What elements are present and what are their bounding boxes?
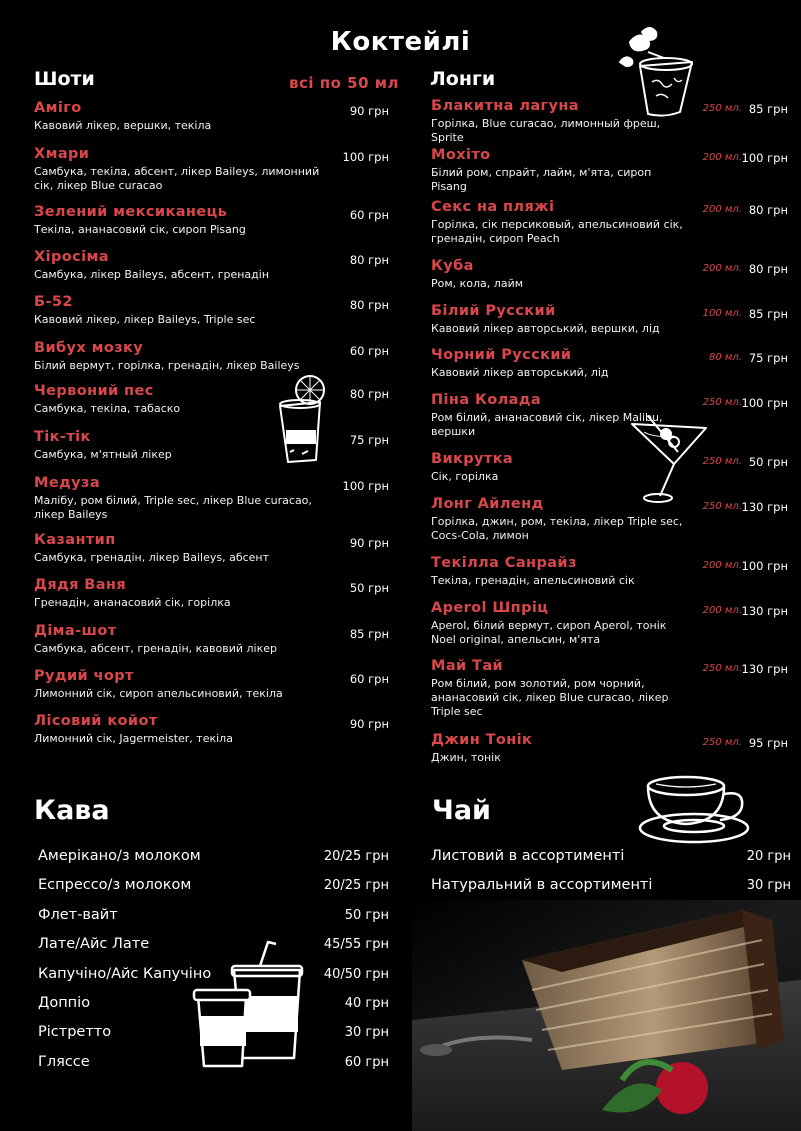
long-name: Секс на пляжі — [431, 199, 555, 215]
long-price: 80 грн — [748, 203, 788, 217]
shot-name: Дядя Ваня — [34, 577, 127, 593]
coffee-togo-cups-icon — [190, 940, 306, 1068]
long-description: Горілка, сік персиковый, апельсиновий сік, гренадін, сироп Peach — [431, 218, 683, 245]
coffee-item-name: Капучіно/Айс Капучіно — [38, 965, 212, 982]
shots-heading: Шоти — [34, 68, 95, 90]
long-price: 130 грн — [741, 662, 788, 676]
long-volume: 250 мл. — [702, 663, 742, 674]
shot-name: Зелений мексиканець — [34, 204, 228, 220]
long-name: Aperol Шпріц — [431, 600, 549, 616]
shot-name: Казантип — [34, 532, 116, 548]
long-description: Сік, горілка — [431, 470, 499, 483]
shot-price: 85 грн — [349, 627, 389, 641]
shot-price: 80 грн — [349, 253, 389, 267]
cake-photo — [412, 900, 801, 1131]
long-volume: 200 мл. — [702, 263, 742, 274]
shot-price: 60 грн — [349, 672, 389, 686]
shot-name: Діма-шот — [34, 623, 117, 639]
long-description: Ром, кола, лайм — [431, 277, 524, 290]
shot-price: 90 грн — [349, 536, 389, 550]
shot-price: 60 грн — [349, 208, 389, 222]
long-price: 100 грн — [741, 559, 788, 573]
coffee-item-price: 45/55 грн — [323, 937, 389, 953]
long-description: Джин, тонік — [431, 751, 501, 764]
shot-price: 100 грн — [342, 150, 389, 164]
shot-glass-icon — [272, 372, 332, 468]
shot-description: Кавовий лікер, вершки, текіла — [34, 119, 212, 132]
coffee-item-name: Флет-вайт — [38, 906, 118, 923]
long-name: Куба — [431, 258, 474, 274]
long-name: Лонг Айленд — [431, 496, 544, 512]
shot-name: Тік-тік — [34, 429, 91, 445]
long-name: Мохіто — [431, 147, 491, 163]
long-name: Піна Колада — [431, 392, 542, 408]
long-volume: 200 мл. — [702, 560, 742, 571]
long-price: 100 грн — [741, 396, 788, 410]
long-price: 130 грн — [741, 604, 788, 618]
shot-price: 100 грн — [342, 479, 389, 493]
shot-description: Самбука, текіла, абсент, лікер Baileys, лимонний сік, лікер Blue curacao — [34, 165, 320, 192]
long-price: 85 грн — [748, 307, 788, 321]
coffee-item-name: Доппіо — [38, 995, 91, 1011]
long-price: 75 грн — [748, 351, 788, 365]
long-volume: 200 мл. — [702, 204, 742, 215]
coffee-item-name: Еспрессо/з молоком — [38, 877, 192, 894]
coffee-heading: Кава — [34, 795, 110, 826]
shot-description: Самбука, абсент, гренадін, кавовий лікер — [34, 642, 277, 655]
shot-price: 80 грн — [349, 298, 389, 312]
shot-name: Хіросіма — [34, 249, 109, 265]
long-name: Джин Тонік — [431, 732, 533, 748]
long-description: Білий ром, спрайт, лайм, м'ята, сироп Pisang — [431, 166, 652, 193]
long-description: Горілка, Blue curacao, лимонный фреш, Sprite — [431, 117, 661, 144]
shot-description: Малібу, ром білий, Triple sec, лікер Blue curacao, лікер Baileys — [34, 494, 312, 521]
long-volume: 200 мл. — [702, 605, 742, 616]
shot-description: Самбука, гренадін, лікер Baileys, абсент — [34, 551, 270, 564]
shot-description: Самбука, текіла, табаско — [34, 402, 181, 415]
long-price: 50 грн — [748, 455, 788, 469]
long-volume: 200 мл. — [702, 152, 742, 163]
coffee-item-price: 40/50 грн — [323, 966, 389, 982]
coffee-item-name: Гляссе — [38, 1053, 90, 1070]
long-name: Блакитна лагуна — [431, 98, 579, 114]
martini-glass-icon — [628, 412, 712, 504]
coffee-item-name: Рістретто — [38, 1024, 112, 1041]
long-volume: 250 мл. — [702, 103, 742, 114]
tea-item-name: Листовий в ассортименті — [431, 848, 625, 864]
shot-description: Самбука, лікер Baileys, абсент, гренадін — [34, 268, 270, 281]
long-description: Ром білий, ром золотий, ром чорний, ананасовий сік, лікер Blue curacao, лікер Triple sec — [431, 677, 669, 718]
tea-item-price: 20 грн — [746, 849, 791, 864]
long-name: Викрутка — [431, 451, 514, 467]
shot-name: Аміго — [34, 100, 82, 116]
coffee-item-price: 20/25 грн — [323, 849, 389, 864]
long-name: Текілла Санрайз — [431, 555, 577, 571]
long-price: 80 грн — [748, 262, 788, 276]
long-description: Aperol, білий вермут, сироп Aperol, тонік Noel original, апельсин, м'ята — [431, 619, 667, 646]
long-description: Ром білий, ананасовий сік, лікер Malibu, вершки — [431, 411, 663, 438]
long-price: 130 грн — [741, 500, 788, 514]
shot-name: Лісовий койот — [34, 713, 158, 729]
shot-price: 75 грн — [349, 433, 389, 447]
long-description: Горілка, джин, ром, текіла, лікер Triple sec, Cocs-Cola, лимон — [431, 515, 683, 542]
shot-description: Текіла, ананасовий сік, сироп Pisang — [34, 223, 246, 236]
shot-name: Вибух мозку — [34, 340, 144, 356]
shot-description: Лимонний сік, сироп апельсиновий, текіла — [34, 687, 283, 700]
coffee-item-price: 30 грн — [344, 1025, 389, 1041]
shots-volume-note: всі по 50 мл — [289, 74, 399, 92]
long-price: 100 грн — [741, 151, 788, 165]
long-price: 85 грн — [748, 102, 788, 116]
long-volume: 100 мл. — [702, 308, 742, 319]
long-name: Чорний Русский — [431, 347, 572, 363]
shot-name: Червоний пес — [34, 383, 154, 399]
coffee-item-price: 50 грн — [344, 907, 389, 923]
long-price: 95 грн — [748, 736, 788, 750]
longs-heading: Лонги — [430, 68, 496, 90]
long-volume: 80 мл. — [708, 352, 742, 363]
long-description: Текіла, гренадін, апельсиновий сік — [431, 574, 635, 587]
coffee-item-price: 40 грн — [344, 996, 389, 1011]
long-name: Май Тай — [431, 658, 504, 674]
shot-description: Лимонний сік, Jagermeister, текіла — [34, 732, 233, 745]
coffee-item-price: 60 грн — [344, 1054, 389, 1070]
shot-description: Білий вермут, горілка, гренадін, лікер Baileys — [34, 359, 300, 372]
shot-price: 80 грн — [349, 387, 389, 401]
tea-item-price: 30 грн — [746, 878, 791, 893]
shot-name: Рудий чорт — [34, 668, 134, 684]
shot-name: Б-52 — [34, 294, 73, 310]
coffee-item-price: 20/25 грн — [323, 878, 389, 894]
tea-item-name: Натуральний в ассортименті — [431, 877, 653, 893]
long-volume: 250 мл. — [702, 456, 742, 467]
shot-price: 90 грн — [349, 717, 389, 731]
shot-description: Гренадін, ананасовий сік, горілка — [34, 596, 231, 609]
long-description: Кавовий лікер авторський, лід — [431, 366, 609, 379]
shot-price: 60 грн — [349, 344, 389, 358]
cocktail-glass-icon — [612, 22, 702, 120]
coffee-item-name: Амерікано/з молоком — [38, 848, 201, 864]
long-volume: 250 мл. — [702, 501, 742, 512]
long-description: Кавовий лікер авторський, вершки, лід — [431, 322, 660, 335]
shot-description: Самбука, м'ятный лікер — [34, 448, 172, 461]
long-volume: 250 мл. — [702, 737, 742, 748]
coffee-cup-icon — [638, 770, 764, 846]
shot-price: 90 грн — [349, 104, 389, 118]
shot-price: 50 грн — [349, 581, 389, 595]
tea-heading: Чай — [432, 795, 491, 826]
coffee-item-name: Лате/Айс Лате — [38, 936, 150, 953]
long-name: Білий Русский — [431, 303, 556, 319]
shot-description: Кавовий лікер, лікер Baileys, Triple sec — [34, 313, 256, 326]
long-volume: 250 мл. — [702, 397, 742, 408]
shot-name: Медуза — [34, 475, 101, 491]
page-title: Коктейлі — [330, 27, 471, 57]
shot-name: Хмари — [34, 146, 90, 162]
